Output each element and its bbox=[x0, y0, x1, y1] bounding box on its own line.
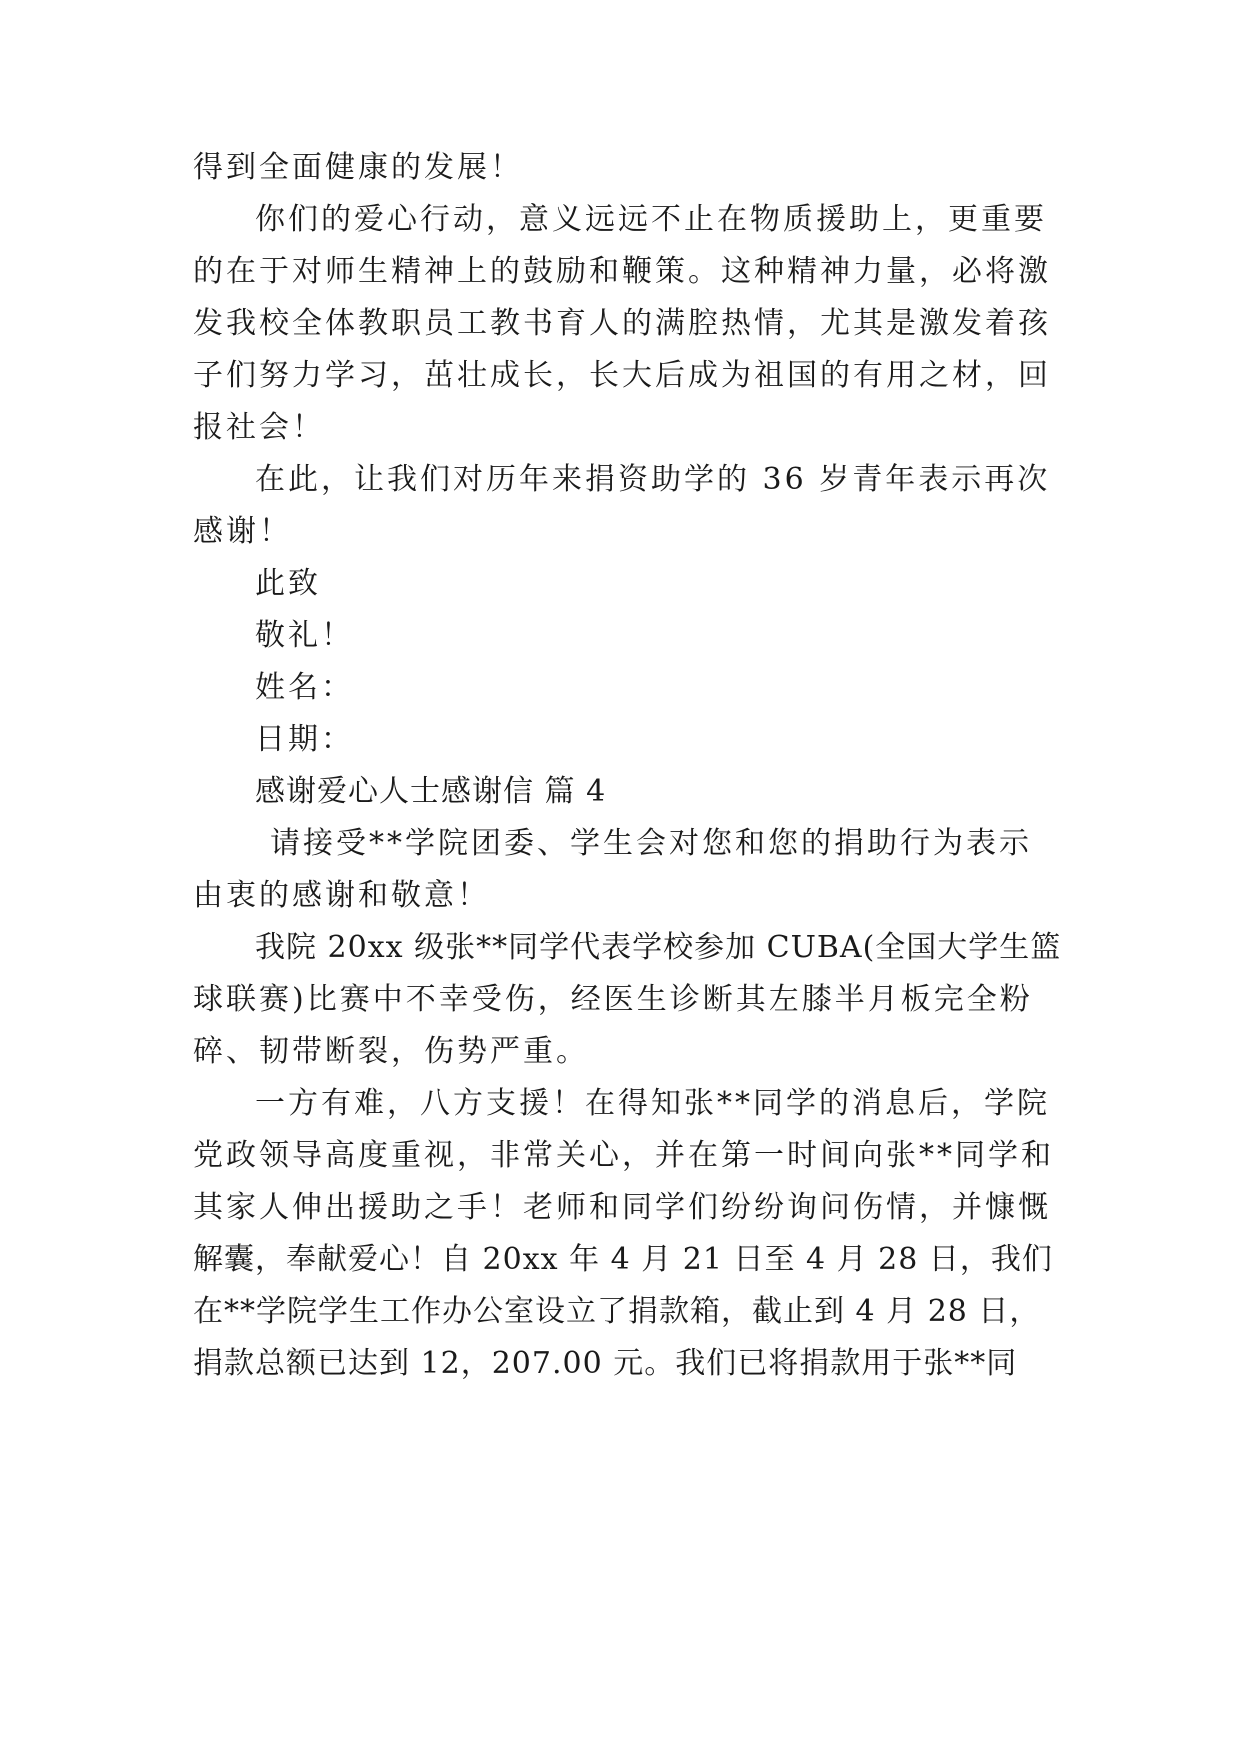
closing-salutation: 此致 bbox=[255, 566, 321, 601]
section-heading: 感谢爱心人士感谢信 篇 4 bbox=[255, 774, 607, 809]
text-line: 碎、韧带断裂，伤势严重。 bbox=[193, 1034, 589, 1069]
text-line: 其家人伸出援助之手！老师和同学们纷纷询问伤情，并慷慨 bbox=[193, 1190, 1051, 1225]
signature-date-field: 日期： bbox=[255, 722, 354, 757]
text-line: 捐款总额已达到 12，207.00 元。我们已将捐款用于张**同 bbox=[193, 1346, 1018, 1381]
text-line: 在**学院学生工作办公室设立了捐款箱，截止到 4 月 28 日， bbox=[193, 1294, 1041, 1329]
closing-regards: 敬礼！ bbox=[255, 618, 354, 653]
text-line: 的在于对师生精神上的鼓励和鞭策。这种精神力量，必将激 bbox=[193, 254, 1051, 289]
paragraph-start-line: 在此，让我们对历年来捐资助学的 36 岁青年表示再次 bbox=[255, 462, 1051, 497]
text-line: 子们努力学习，茁壮成长，长大后成为祖国的有用之材，回 bbox=[193, 358, 1051, 393]
text-line: 党政领导高度重视，非常关心，并在第一时间向张**同学和 bbox=[193, 1138, 1054, 1173]
text-line: 球联赛)比赛中不幸受伤，经医生诊断其左膝半月板完全粉 bbox=[193, 982, 1033, 1017]
signature-name-field: 姓名： bbox=[255, 670, 354, 705]
text-line: 报社会！ bbox=[193, 410, 325, 445]
paragraph-start-line: 一方有难，八方支援！在得知张**同学的消息后，学院 bbox=[255, 1086, 1050, 1121]
text-line: 解囊，奉献爱心！自 20xx 年 4 月 21 日至 4 月 28 日，我们 bbox=[193, 1242, 1053, 1277]
text-line: 发我校全体教职员工教书育人的满腔热情，尤其是激发着孩 bbox=[193, 306, 1051, 341]
text-line: 得到全面健康的发展！ bbox=[193, 150, 523, 185]
text-line: 由衷的感谢和敬意！ bbox=[193, 878, 490, 913]
paragraph-start-line: 我院 20xx 级张**同学代表学校参加 CUBA(全国大学生篮 bbox=[255, 930, 1062, 965]
text-line: 感谢！ bbox=[193, 514, 292, 549]
paragraph-start-line: 请接受**学院团委、学生会对您和您的捐助行为表示 bbox=[270, 826, 1032, 861]
paragraph-start-line: 你们的爱心行动，意义远远不止在物质援助上，更重要 bbox=[255, 202, 1047, 237]
